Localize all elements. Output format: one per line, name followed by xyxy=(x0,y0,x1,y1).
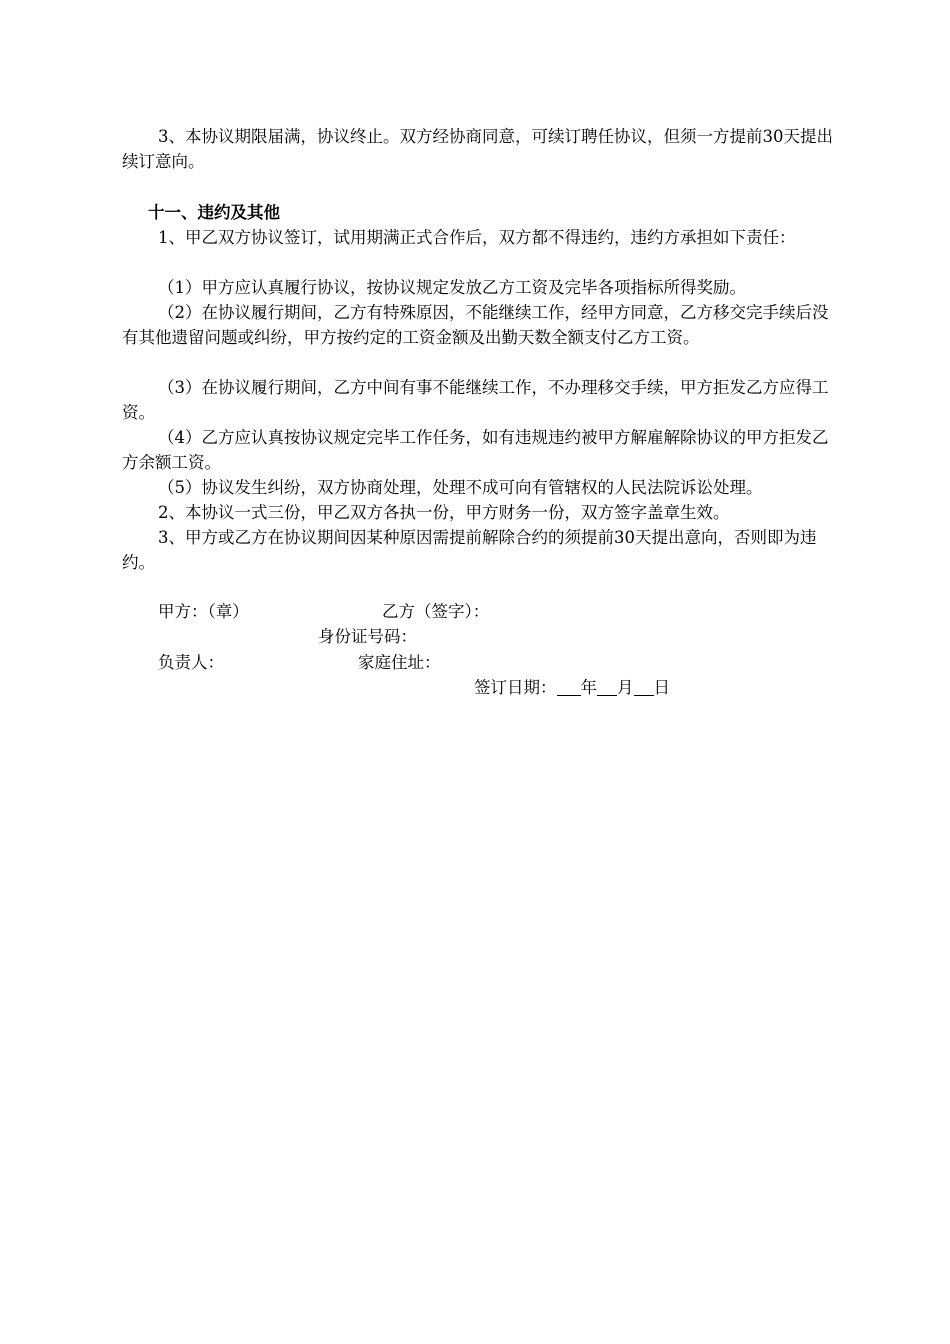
day-blank xyxy=(634,677,654,696)
party-b-label: 乙方（签字）： xyxy=(382,602,490,621)
month-blank xyxy=(597,677,617,696)
party-a-label: 甲方：（章） xyxy=(158,602,249,621)
section11-heading: 十一、违约及其他 xyxy=(148,203,280,222)
section11-sub3: （3）在协议履行期间，乙方中间有事不能继续工作，不办理移交手续，甲方拒发乙方应得工资。 xyxy=(122,378,829,422)
year-blank xyxy=(557,677,581,696)
signing-date xyxy=(474,675,670,700)
month-label: 月 xyxy=(617,678,634,697)
date-label: 签订日期： xyxy=(474,678,557,697)
section11-item3: 3、甲方或乙方在协议期间因某种原因需提前解除合约的须提前30天提出意向，否则即为违约。 xyxy=(122,528,817,572)
section10-item3: 3、本协议期限届满，协议终止。双方经协商同意，可续订聘任协议，但须一方提前30天提出续订意向。 xyxy=(122,127,833,171)
day-label: 日 xyxy=(653,678,670,697)
year-label: 年 xyxy=(580,678,597,697)
section11-sub5: （5）协议发生纠纷，双方协商处理，处理不成可向有管辖权的人民法院诉讼处理。 xyxy=(158,478,763,497)
section11-item2: 2、本协议一式三份，甲乙双方各执一份，甲方财务一份，双方签字盖章生效。 xyxy=(158,503,730,522)
id-number-label: 身份证号码： xyxy=(318,627,417,646)
section11-sub2: （2）在协议履行期间，乙方有特殊原因，不能继续工作，经甲方同意，乙方移交完手续后没有其他遗留问题或纠纷，甲方按约定的工资金额及出勤天数全额支付乙方工资。 xyxy=(122,303,829,347)
responsible-person-label: 负责人： xyxy=(158,653,224,672)
section11-item1: 1、甲乙双方协议签订，试用期满正式合作后，双方都不得违约，违约方承担如下责任： xyxy=(158,228,796,247)
section11-sub4: （4）乙方应认真按协议规定完毕工作任务，如有违规违约被甲方解雇解除协议的甲方拒发乙方余额工资。 xyxy=(122,428,829,472)
section11-sub1: （1）甲方应认真履行协议，按协议规定发放乙方工资及完毕各项指标所得奖励。 xyxy=(158,278,746,297)
home-address-label: 家庭住址： xyxy=(358,653,441,672)
